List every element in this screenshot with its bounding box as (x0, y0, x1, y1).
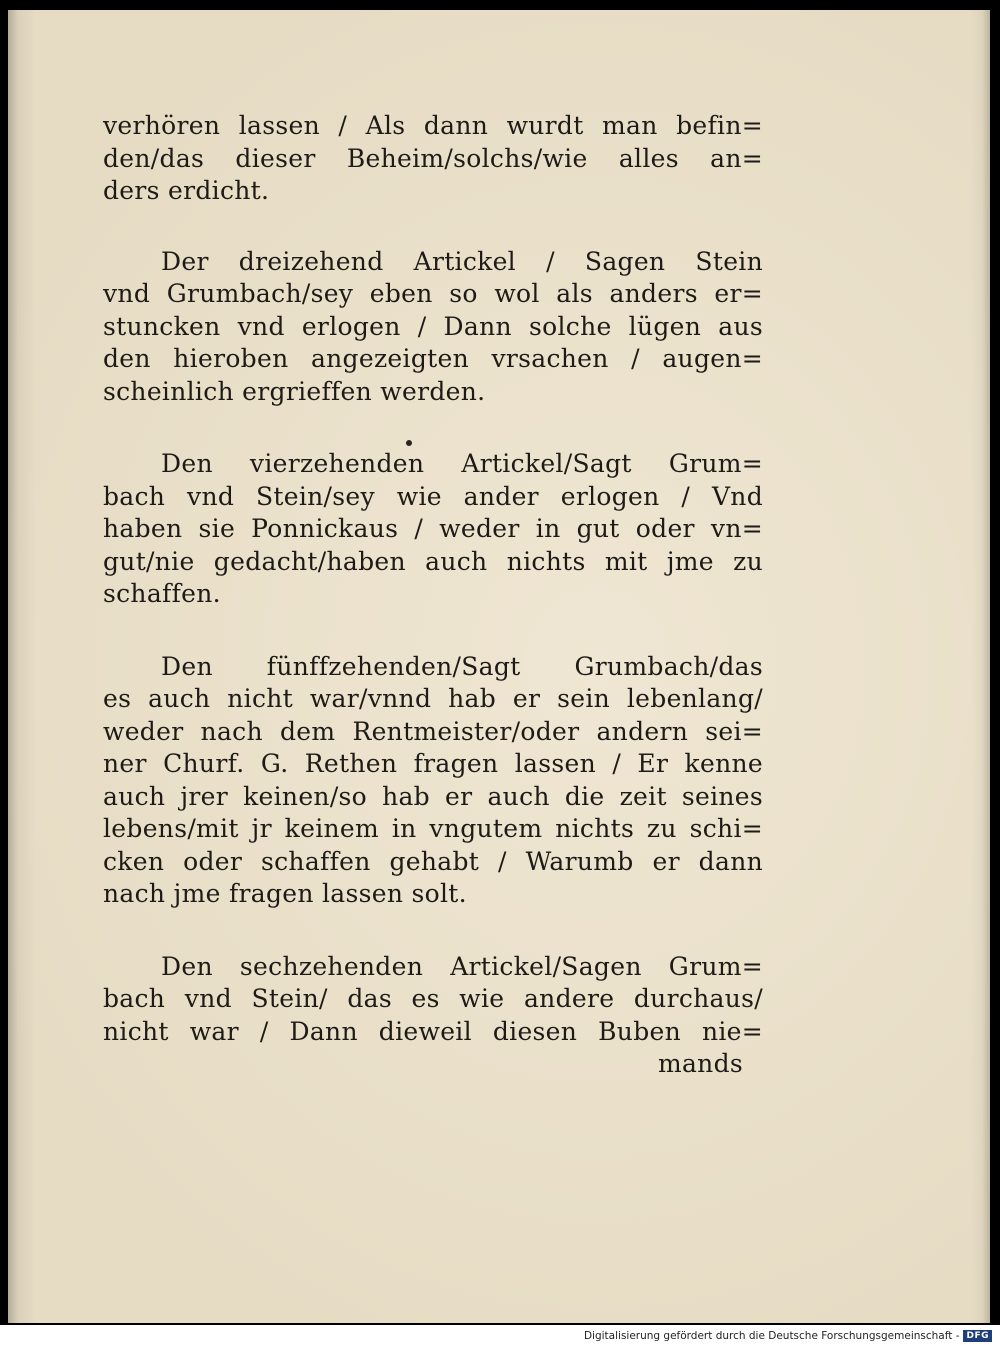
text-line: bach vnd Stein/sey wie ander erlogen / Vnd (103, 481, 763, 511)
text-line: nach jme fragen lassen solt. (103, 879, 467, 908)
text-line: haben sie Ponnickaus / weder in gut oder vn= (103, 514, 763, 543)
text-line: den hieroben angezeigten vrsachen / augen= (103, 344, 763, 373)
text-line: den/das dieser Beheim/solchs/wie alles an= (103, 143, 763, 173)
text-line: Den sechzehenden Artickel/Sagen Grum= (161, 951, 763, 981)
text-line: vnd Grumbach/sey eben so wol als anders er= (103, 279, 763, 308)
footer-text: Digitalisierung gefördert durch die Deutsche Forschungsgemeinschaft - (583, 1330, 960, 1342)
text-line: auch jrer keinen/so hab er auch die zeit seines (103, 781, 763, 811)
text-line: gut/nie gedacht/haben auch nichts mit jme zu (103, 546, 763, 576)
paragraph-2 (103, 246, 763, 409)
book-page (8, 10, 990, 1323)
text-line: Den vierzehenden Artickel/Sagt Grum= (161, 449, 763, 478)
paragraph-3 (103, 448, 763, 611)
paragraph-4 (103, 651, 763, 911)
text-line: cken oder schaffen gehabt / Warumb er dann (103, 846, 763, 876)
ink-dot (406, 440, 412, 446)
dfg-logo-icon: DFG (963, 1330, 992, 1342)
text-line: nicht war / Dann dieweil diesen Buben nie= (103, 1016, 763, 1046)
catchword: mands (657, 1049, 743, 1078)
digitization-footer (584, 1330, 992, 1342)
page-text (103, 110, 763, 1081)
text-line: lebens/mit jr keinem in vngutem nichts zu schi= (103, 814, 763, 843)
text-line: weder nach dem Rentmeister/oder andern sei= (103, 716, 763, 746)
text-line: Der dreizehend Artickel / Sagen Stein (161, 246, 763, 276)
text-line: Den fünffzehenden/Sagt Grumbach/das (161, 651, 763, 681)
text-line: ner Churf. G. Rethen fragen lassen / Er kenne (103, 749, 763, 778)
text-line: scheinlich ergrieffen werden. (103, 376, 486, 406)
text-line: es auch nicht war/vnnd hab er sein lebenlang/ (103, 684, 763, 713)
text-line: ders erdicht. (103, 176, 270, 205)
paragraph-1 (103, 110, 763, 208)
text-line: schaffen. (103, 579, 221, 608)
text-line: stuncken vnd erlogen / Dann solche lügen aus (103, 311, 763, 341)
paragraph-5 (103, 951, 763, 1081)
text-line: bach vnd Stein/ das es wie andere durchaus/ (103, 984, 763, 1013)
text-line: verhören lassen / Als dann wurdt man befin= (103, 111, 763, 140)
